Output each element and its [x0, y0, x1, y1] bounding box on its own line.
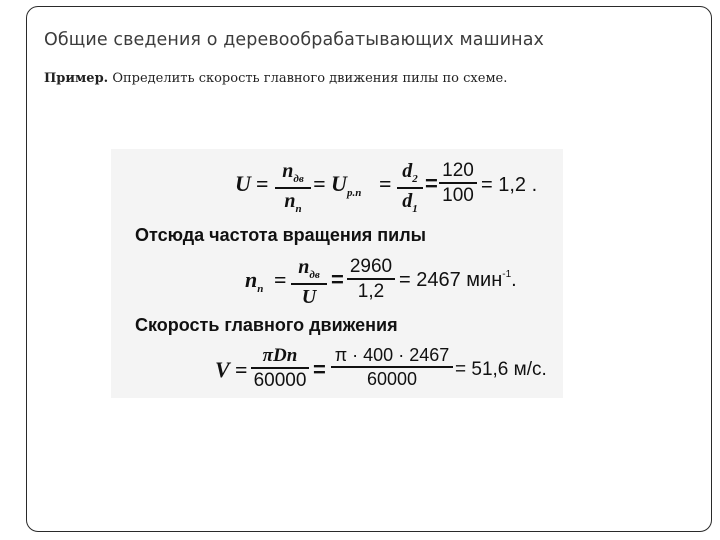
formula2-lhs [245, 269, 263, 295]
frac-numerator: π · 400 · 2467 [334, 345, 450, 365]
formula2-lhs-text: n [245, 267, 258, 292]
frac-denominator: 60000 [253, 370, 307, 391]
frac-numerator: πDn [262, 345, 298, 366]
slide-title: Общие сведения о деревообрабатывающих машинах [44, 30, 544, 50]
caption-rotation-frequency: Отсюда частота вращения пилы [135, 225, 427, 245]
frac-numerator-sub: 2 [412, 173, 418, 185]
formula3-frac-values [331, 346, 453, 388]
frac-numerator: 120 [442, 160, 474, 181]
example-label: Пример. [44, 71, 109, 86]
formula2-result-text: = 2467 мин [399, 269, 503, 291]
formula1-eq3: = [425, 171, 438, 196]
frac-denominator: d [402, 190, 413, 212]
formula1-result: = 1,2 . [481, 174, 538, 196]
formula1-lhs: U [235, 171, 251, 196]
formula2-lhs-sub: п [257, 283, 264, 295]
formula2-result [399, 270, 517, 290]
frac-denominator: U [301, 286, 317, 308]
frac-numerator-sub: дв [309, 269, 320, 281]
frac-denominator: 100 [442, 185, 474, 206]
formula1-mid-sub: р.п [346, 187, 362, 199]
frac-numerator: n [298, 256, 310, 278]
formula1-eq2: = [379, 171, 392, 196]
formula2-end: . [511, 269, 517, 291]
frac-denominator: n [284, 190, 296, 212]
formula2-result-sup: -1 [502, 269, 512, 280]
formula2-eq: = [274, 267, 287, 292]
frac-numerator: 2960 [349, 256, 393, 277]
formula2-frac-values [347, 257, 395, 301]
formula3-eq: = [235, 357, 248, 382]
formula3-result: = 51,6 м/с. [455, 359, 547, 380]
example-text: Определить скорость главного движения пилы по схеме. [112, 71, 508, 86]
formula2-frac-motor [291, 257, 327, 307]
formula-image [111, 149, 563, 398]
frac-numerator: d [402, 160, 413, 182]
formula1-mid [313, 173, 361, 199]
formula3-eq2: = [313, 357, 326, 382]
formula3-frac-symbolic [251, 346, 309, 390]
formula3-lhs: V [215, 357, 230, 382]
formula1-frac-diameters [397, 161, 423, 215]
frac-denominator-sub: п [295, 203, 302, 215]
formula1-frac-values [439, 161, 477, 205]
frac-denominator-sub: 1 [412, 203, 418, 215]
formula1-eq: = [256, 171, 269, 196]
caption-main-motion-speed: Скорость главного движения [135, 315, 398, 335]
example-statement [44, 71, 507, 86]
frac-numerator-sub: дв [293, 173, 304, 185]
frac-denominator: 60000 [366, 369, 418, 389]
formula1-frac-motor [275, 161, 311, 215]
formula1-mid-text: = U [313, 171, 347, 196]
frac-numerator: n [282, 160, 294, 182]
frac-denominator: 1,2 [357, 281, 385, 302]
formula2-eq2: = [331, 267, 344, 292]
